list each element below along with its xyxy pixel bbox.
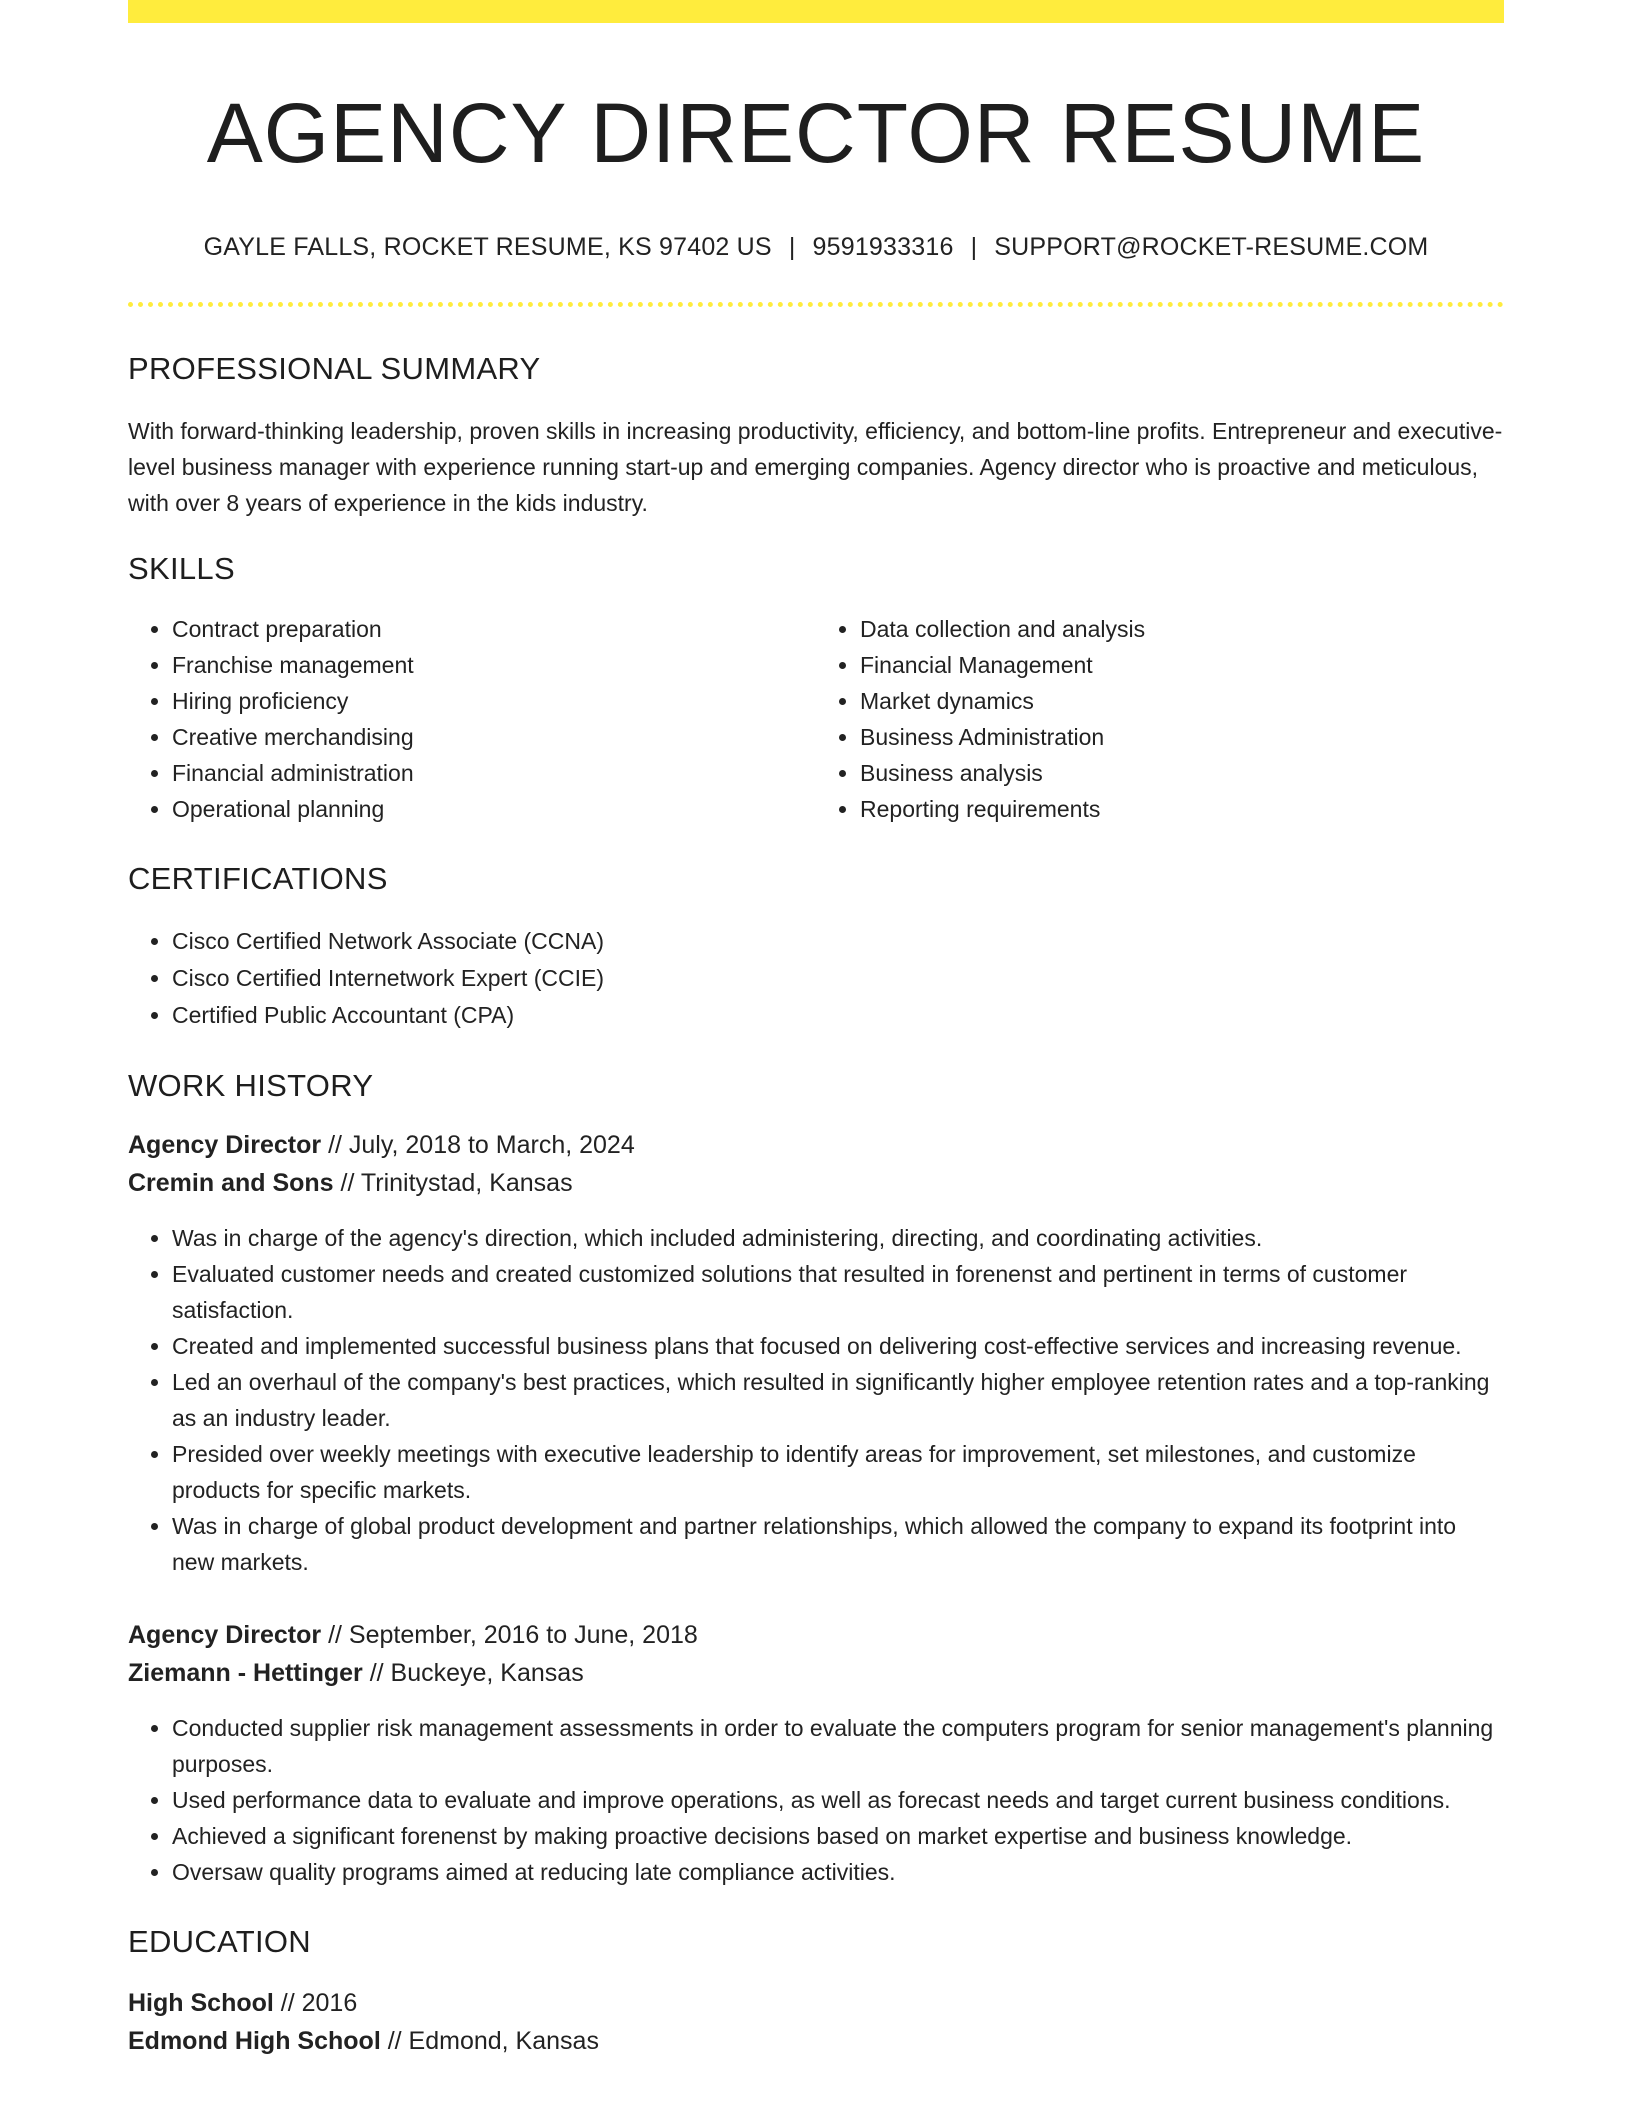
contact-separator: |	[970, 232, 978, 261]
job-title-line	[128, 1126, 1504, 1164]
summary-text: With forward-thinking leadership, proven skills in increasing productivity, efficiency, and bottom-line profits. Entrepreneur and executive-level business manager with experience running start-up and emerging companies. Agency director who is proactive and meticulous, with over 8 years of experience in the kids industry.	[128, 417, 1503, 516]
job-company: Cremin and Sons	[128, 1168, 334, 1197]
contact-line	[128, 233, 1504, 262]
certifications-section	[128, 861, 1504, 1034]
contact-phone: 9591933316	[812, 232, 954, 261]
job-bullet: • Used performance data to evaluate and improve operations, as well as forecast needs and target current business conditions.	[172, 1782, 1504, 1818]
contact-address: GAYLE FALLS, ROCKET RESUME, KS 97402 US	[203, 232, 772, 261]
skill-item: • Business analysis	[860, 755, 1504, 791]
skill-item: • Operational planning	[172, 791, 816, 827]
resume-title: AGENCY DIRECTOR RESUME	[206, 86, 1426, 180]
skill-item: • Market dynamics	[860, 683, 1504, 719]
certification-item: • Cisco Certified Network Associate (CCNA)	[172, 923, 1504, 960]
job-company: Ziemann - Hettinger	[128, 1658, 363, 1687]
job-bullet: • Achieved a significant forenenst by making proactive decisions based on market expertise and business knowledge.	[172, 1818, 1504, 1854]
job-bullet: • Oversaw quality programs aimed at reducing late compliance activities.	[172, 1854, 1504, 1890]
education-degree-line	[128, 1984, 1504, 2022]
summary-section	[128, 351, 1504, 521]
job-dates: // September, 2016 to June, 2018	[321, 1620, 698, 1649]
education-school-line	[128, 2022, 1504, 2060]
education-year: // 2016	[273, 1988, 358, 2017]
skills-heading: SKILLS	[128, 550, 235, 586]
job-bullet: • Conducted supplier risk management assessments in order to evaluate the computers program for senior management's planning purposes.	[172, 1710, 1504, 1782]
job-title: Agency Director	[128, 1620, 322, 1649]
resume-page	[128, 0, 1504, 2060]
job-title: Agency Director	[128, 1130, 322, 1159]
certification-item: • Cisco Certified Internetwork Expert (CCIE)	[172, 960, 1504, 997]
skill-item: • Hiring proficiency	[172, 683, 816, 719]
education-school: Edmond High School	[128, 2026, 381, 2055]
work-history-section	[128, 1068, 1504, 1890]
skills-list-left	[128, 611, 816, 827]
job-entry	[128, 1126, 1504, 1580]
work-history-heading: WORK HISTORY	[128, 1067, 374, 1103]
education-entry	[128, 1984, 1504, 2060]
skills-list-right	[816, 611, 1504, 827]
skills-section	[128, 551, 1504, 827]
job-bullet: • Was in charge of the agency's direction, which included administering, directing, and coordinating activities.	[172, 1220, 1504, 1256]
job-dates: // July, 2018 to March, 2024	[321, 1130, 635, 1159]
certifications-heading: CERTIFICATIONS	[128, 860, 388, 896]
certifications-list	[128, 923, 1504, 1034]
skill-item: • Reporting requirements	[860, 791, 1504, 827]
summary-heading: PROFESSIONAL SUMMARY	[128, 350, 541, 386]
skill-item: • Financial Management	[860, 647, 1504, 683]
contact-separator: |	[788, 232, 796, 261]
skill-item: • Business Administration	[860, 719, 1504, 755]
job-location: // Trinitystad, Kansas	[333, 1168, 573, 1197]
job-location: // Buckeye, Kansas	[362, 1658, 584, 1687]
skill-item: • Data collection and analysis	[860, 611, 1504, 647]
job-bullet: • Presided over weekly meetings with executive leadership to identify areas for improvement, set milestones, and customize products for specific markets.	[172, 1436, 1504, 1508]
education-section	[128, 1924, 1504, 2060]
top-accent-bar	[128, 0, 1504, 23]
education-degree: High School	[128, 1988, 274, 2017]
job-bullets	[128, 1220, 1504, 1580]
job-title-line	[128, 1616, 1504, 1654]
education-heading: EDUCATION	[128, 1923, 311, 1959]
job-bullet: • Evaluated customer needs and created customized solutions that resulted in forenenst and pertinent in terms of customer satisfaction.	[172, 1256, 1504, 1328]
job-bullet: • Was in charge of global product development and partner relationships, which allowed the company to expand its footprint into new markets.	[172, 1508, 1504, 1580]
job-bullets	[128, 1710, 1504, 1890]
dotted-divider	[128, 302, 1504, 307]
job-company-line	[128, 1654, 1504, 1692]
job-bullet: • Led an overhaul of the company's best practices, which resulted in significantly higher employee retention rates and a top-ranking as an industry leader.	[172, 1364, 1504, 1436]
skills-columns	[128, 611, 1504, 827]
contact-email: SUPPORT@ROCKET-RESUME.COM	[994, 232, 1429, 261]
certification-item: • Certified Public Accountant (CPA)	[172, 997, 1504, 1034]
skill-item: • Financial administration	[172, 755, 816, 791]
education-location: // Edmond, Kansas	[380, 2026, 599, 2055]
job-bullet: • Created and implemented successful business plans that focused on delivering cost-effective services and increasing revenue.	[172, 1328, 1504, 1364]
skill-item: • Franchise management	[172, 647, 816, 683]
job-company-line	[128, 1164, 1504, 1202]
skill-item: • Creative merchandising	[172, 719, 816, 755]
job-entry	[128, 1616, 1504, 1890]
skill-item: • Contract preparation	[172, 611, 816, 647]
